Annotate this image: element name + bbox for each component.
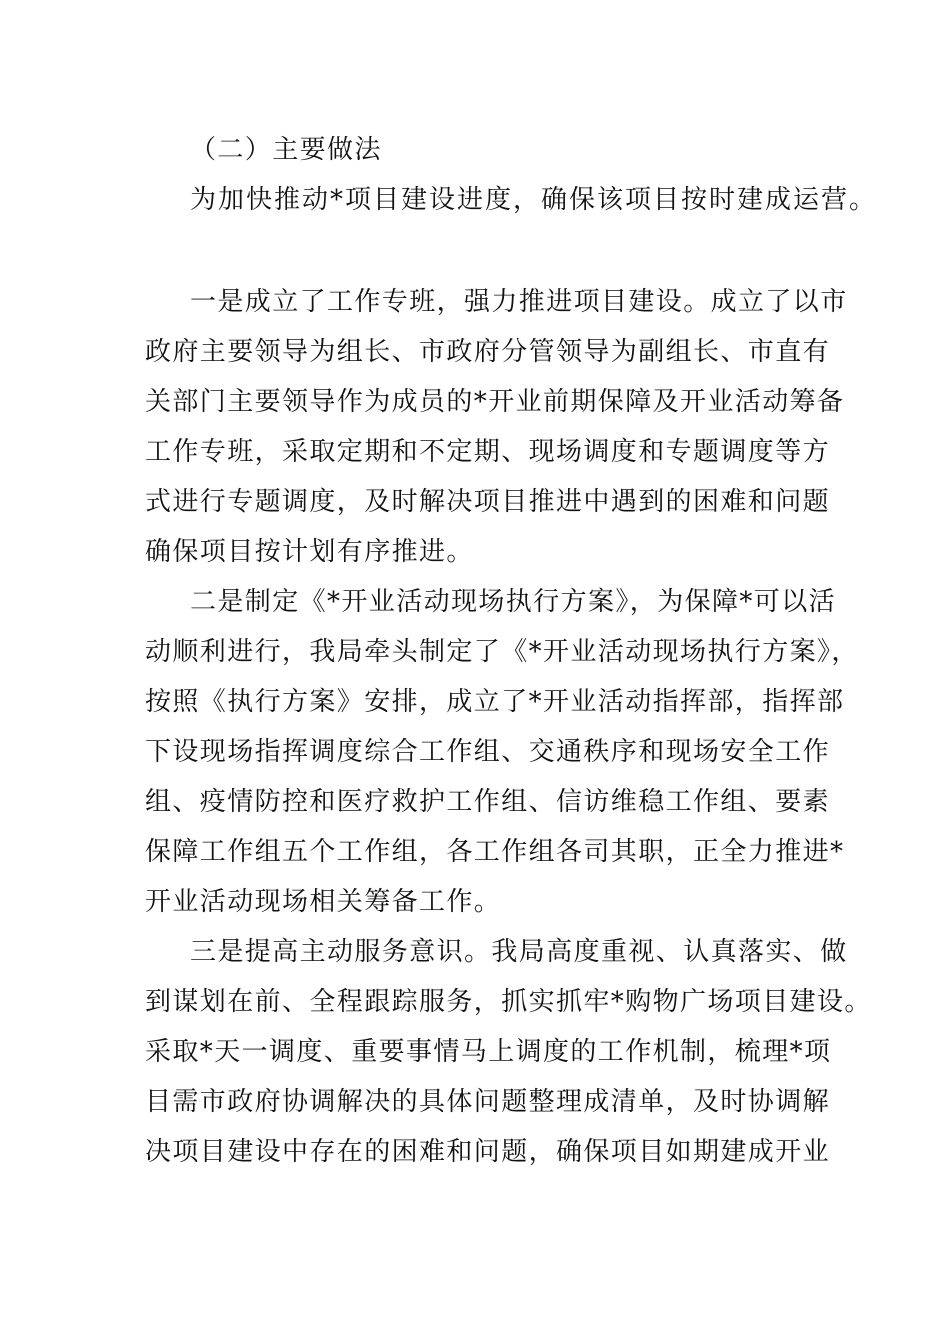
paragraph-1-line-1: 一是成立了工作专班，强力推进项目建设。成立了以市 bbox=[190, 287, 848, 317]
section-heading: （二）主要做法 bbox=[190, 135, 382, 165]
paragraph-2-line-7: 开业活动现场相关筹备工作。 bbox=[145, 887, 502, 917]
paragraph-2-line-5: 组、疫情防控和医疗救护工作组、信访维稳工作组、要素 bbox=[145, 787, 831, 817]
intro-sentence: 为加快推动*项目建设进度，确保该项目按时建成运营。 bbox=[190, 185, 878, 215]
paragraph-1-line-6: 确保项目按计划有序推进。 bbox=[145, 537, 474, 567]
paragraph-2-line-1: 二是制定《*开业活动现场执行方案》，为保障*可以活 bbox=[190, 587, 837, 617]
paragraph-3-line-3: 采取*天一调度、重要事情马上调度的工作机制，梳理*项 bbox=[145, 1037, 832, 1067]
paragraph-1-line-5: 式进行专题调度，及时解决项目推进中遇到的困难和问题 bbox=[145, 487, 831, 517]
paragraph-1-line-3: 关部门主要领导作为成员的*开业前期保障及开业活动筹备 bbox=[145, 387, 845, 417]
paragraph-2-line-6: 保障工作组五个工作组，各工作组各司其职，正全力推进* bbox=[145, 837, 845, 867]
paragraph-2-line-3: 按照《执行方案》安排，成立了*开业活动指挥部，指挥部 bbox=[145, 687, 845, 717]
paragraph-1-line-2: 政府主要领导为组长、市政府分管领导为副组长、市直有 bbox=[145, 337, 831, 367]
paragraph-2-line-4: 下设现场指挥调度综合工作组、交通秩序和现场安全工作 bbox=[145, 737, 831, 767]
paragraph-3-line-4: 目需市政府协调解决的具体问题整理成清单，及时协调解 bbox=[145, 1087, 831, 1117]
paragraph-3-line-2: 到谋划在前、全程跟踪服务，抓实抓牢*购物广场项目建设。 bbox=[145, 987, 872, 1017]
paragraph-1-line-4: 工作专班，采取定期和不定期、现场调度和专题调度等方 bbox=[145, 437, 831, 467]
paragraph-3-line-5: 决项目建设中存在的困难和问题，确保项目如期建成开业 bbox=[145, 1137, 831, 1167]
paragraph-2-line-2: 动顺利进行，我局牵头制定了《*开业活动现场执行方案》， bbox=[145, 637, 859, 667]
paragraph-3-line-1: 三是提高主动服务意识。我局高度重视、认真落实、做 bbox=[190, 937, 848, 967]
